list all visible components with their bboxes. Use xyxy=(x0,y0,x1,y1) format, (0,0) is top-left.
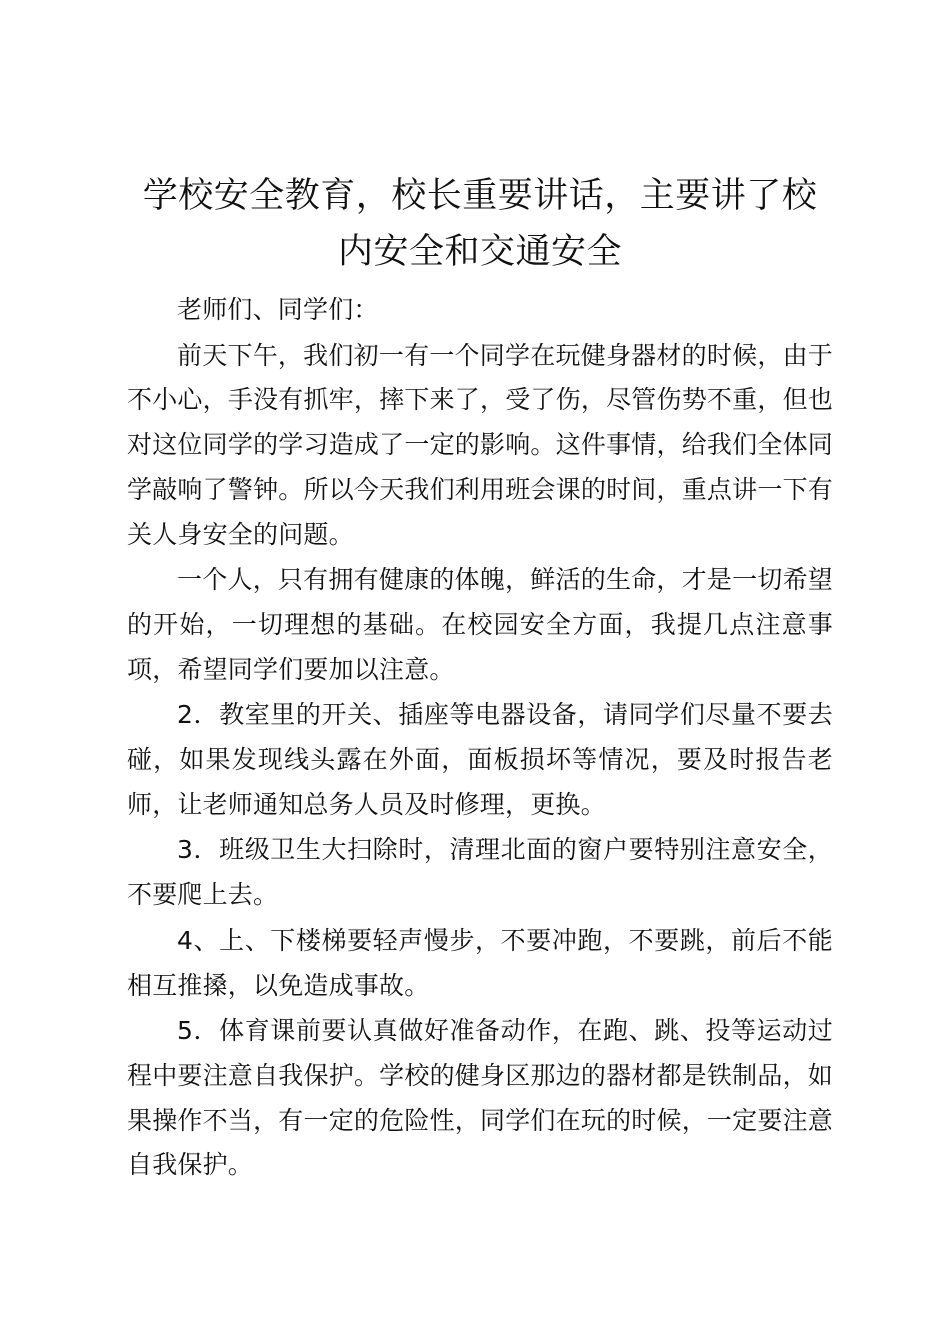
body-paragraph: 前天下午，我们初一有一个同学在玩健身器材的时候，由于不小心，手没有抓牢，摔下来了，受了伤，尽管伤势不重，但也对这位同学的学习造成了一定的影响。这件事情，给我们全体同学敲响了警钟。所以今天我们利用班会课的时间，重点讲一下有关人身安全的问题。 xyxy=(127,340,833,549)
safety-item-3: 3．班级卫生大扫除时，清理北面的窗户要特别注意安全，不要爬上去。 xyxy=(127,835,833,910)
document-title: 学校安全教育，校长重要讲话，主要讲了校内安全和交通安全 xyxy=(142,176,818,272)
document-body xyxy=(127,168,833,1189)
body-paragraph: 一个人，只有拥有健康的体魄，鲜活的生命，才是一切希望的开始，一切理想的基础。在校园安全方面，我提几点注意事项，希望同学们要加以注意。 xyxy=(127,565,833,684)
safety-item-4: 4、上、下楼梯要轻声慢步，不要冲跑，不要跳，前后不能相互推搡，以免造成事故。 xyxy=(127,925,833,1000)
salutation-paragraph: 老师们、同学们： xyxy=(177,295,379,324)
safety-item-2: 2．教室里的开关、插座等电器设备，请同学们尽量不要去碰，如果发现线头露在外面，面板损坏等情况，要及时报告老师，让老师通知总务人员及时修理，更换。 xyxy=(127,700,833,819)
safety-item-5: 5．体育课前要认真做好准备动作，在跑、跳、投等运动过程中要注意自我保护。学校的健身区那边的器材都是铁制品，如果操作不当，有一定的危险性，同学们在玩的时候，一定要注意自我保护。 xyxy=(127,1016,833,1180)
